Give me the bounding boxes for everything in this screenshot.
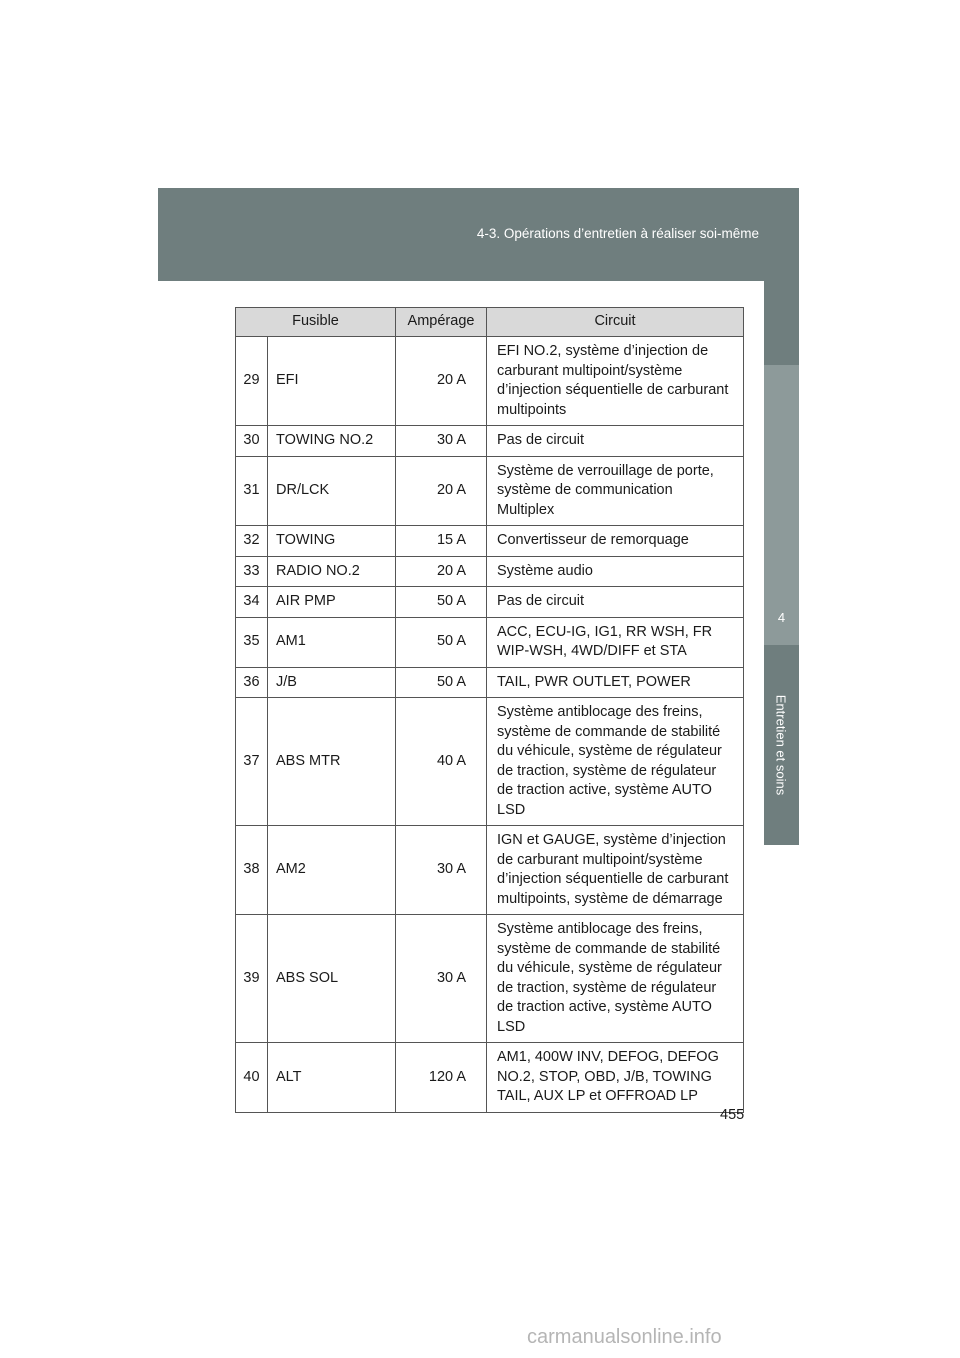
amperage-cell: 40 A <box>396 698 487 826</box>
amperage-cell: 50 A <box>396 617 487 667</box>
page-number: 455 <box>720 1107 745 1123</box>
table-row <box>236 587 744 618</box>
amperage-cell: 30 A <box>396 826 487 915</box>
fuse-number-cell: 34 <box>236 587 268 618</box>
side-tab-chapter-number-box <box>764 365 799 645</box>
table-body <box>236 337 744 1113</box>
table-header-row <box>236 308 744 337</box>
fuse-number-cell: 31 <box>236 456 268 526</box>
amperage-cell: 50 A <box>396 667 487 698</box>
fuse-table <box>235 307 744 1113</box>
fuse-name-cell: J/B <box>268 667 396 698</box>
column-header-fuse: Fusible <box>236 308 396 337</box>
amperage-cell: 30 A <box>396 915 487 1043</box>
circuit-cell: Pas de circuit <box>487 587 744 618</box>
fuse-number-cell: 36 <box>236 667 268 698</box>
chapter-number: 4 <box>777 610 786 625</box>
table-row <box>236 526 744 557</box>
table-row <box>236 826 744 915</box>
table-row <box>236 1043 744 1113</box>
fuse-name-cell: RADIO NO.2 <box>268 556 396 587</box>
amperage-cell: 15 A <box>396 526 487 557</box>
amperage-cell: 120 A <box>396 1043 487 1113</box>
fuse-name-cell: TOWING NO.2 <box>268 426 396 457</box>
table-row <box>236 337 744 426</box>
fuse-number-cell: 39 <box>236 915 268 1043</box>
circuit-cell: TAIL, PWR OUTLET, POWER <box>487 667 744 698</box>
fuse-number-cell: 30 <box>236 426 268 457</box>
header-band <box>158 188 799 281</box>
fuse-name-cell: AIR PMP <box>268 587 396 618</box>
table-row <box>236 617 744 667</box>
fuse-name-cell: EFI <box>268 337 396 426</box>
fuse-name-cell: DR/LCK <box>268 456 396 526</box>
fuse-number-cell: 29 <box>236 337 268 426</box>
table-row <box>236 667 744 698</box>
circuit-cell: IGN et GAUGE, système d’injection de carburant multipoint/système d’injection séquentielle de carburant multipoints, système de démarrage <box>487 826 744 915</box>
fuse-number-cell: 38 <box>236 826 268 915</box>
fuse-name-cell: AM1 <box>268 617 396 667</box>
amperage-cell: 50 A <box>396 587 487 618</box>
amperage-cell: 20 A <box>396 337 487 426</box>
fuse-number-cell: 35 <box>236 617 268 667</box>
column-header-circuit: Circuit <box>487 308 744 337</box>
fuse-name-cell: ABS SOL <box>268 915 396 1043</box>
chapter-label: Entretien et soins <box>773 694 789 796</box>
circuit-cell: EFI NO.2, système d’injection de carburant multipoint/système d’injection séquentielle de carburant multipoints <box>487 337 744 426</box>
fuse-name-cell: AM2 <box>268 826 396 915</box>
fuse-number-cell: 32 <box>236 526 268 557</box>
circuit-cell: Pas de circuit <box>487 426 744 457</box>
fuse-name-cell: TOWING <box>268 526 396 557</box>
table-row <box>236 456 744 526</box>
side-tab-top <box>764 281 799 365</box>
circuit-cell: Système de verrouillage de porte, système de communication Multiplex <box>487 456 744 526</box>
column-header-amperage: Ampérage <box>396 308 487 337</box>
fuse-number-cell: 33 <box>236 556 268 587</box>
table-row <box>236 915 744 1043</box>
fuse-name-cell: ALT <box>268 1043 396 1113</box>
fuse-number-cell: 37 <box>236 698 268 826</box>
fuse-name-cell: ABS MTR <box>268 698 396 826</box>
circuit-cell: ACC, ECU-IG, IG1, RR WSH, FR WIP-WSH, 4WD/DIFF et STA <box>487 617 744 667</box>
circuit-cell: Système audio <box>487 556 744 587</box>
circuit-cell: Système antiblocage des freins, système de commande de stabilité du véhicule, système de régulateur de traction, système de régulateur de traction active, système AUTO LSD <box>487 698 744 826</box>
circuit-cell: Système antiblocage des freins, système de commande de stabilité du véhicule, système de régulateur de traction, système de régulateur de traction active, système AUTO LSD <box>487 915 744 1043</box>
section-title: 4-3. Opérations d’entretien à réaliser soi-même <box>476 226 759 241</box>
footer-watermark[interactable]: carmanualsonline.info <box>527 1326 722 1348</box>
table-row <box>236 426 744 457</box>
table-row <box>236 698 744 826</box>
amperage-cell: 20 A <box>396 556 487 587</box>
amperage-cell: 30 A <box>396 426 487 457</box>
table-row <box>236 556 744 587</box>
circuit-cell: Convertisseur de remorquage <box>487 526 744 557</box>
amperage-cell: 20 A <box>396 456 487 526</box>
fuse-number-cell: 40 <box>236 1043 268 1113</box>
circuit-cell: AM1, 400W INV, DEFOG, DEFOG NO.2, STOP, OBD, J/B, TOWING TAIL, AUX LP et OFFROAD LP <box>487 1043 744 1113</box>
